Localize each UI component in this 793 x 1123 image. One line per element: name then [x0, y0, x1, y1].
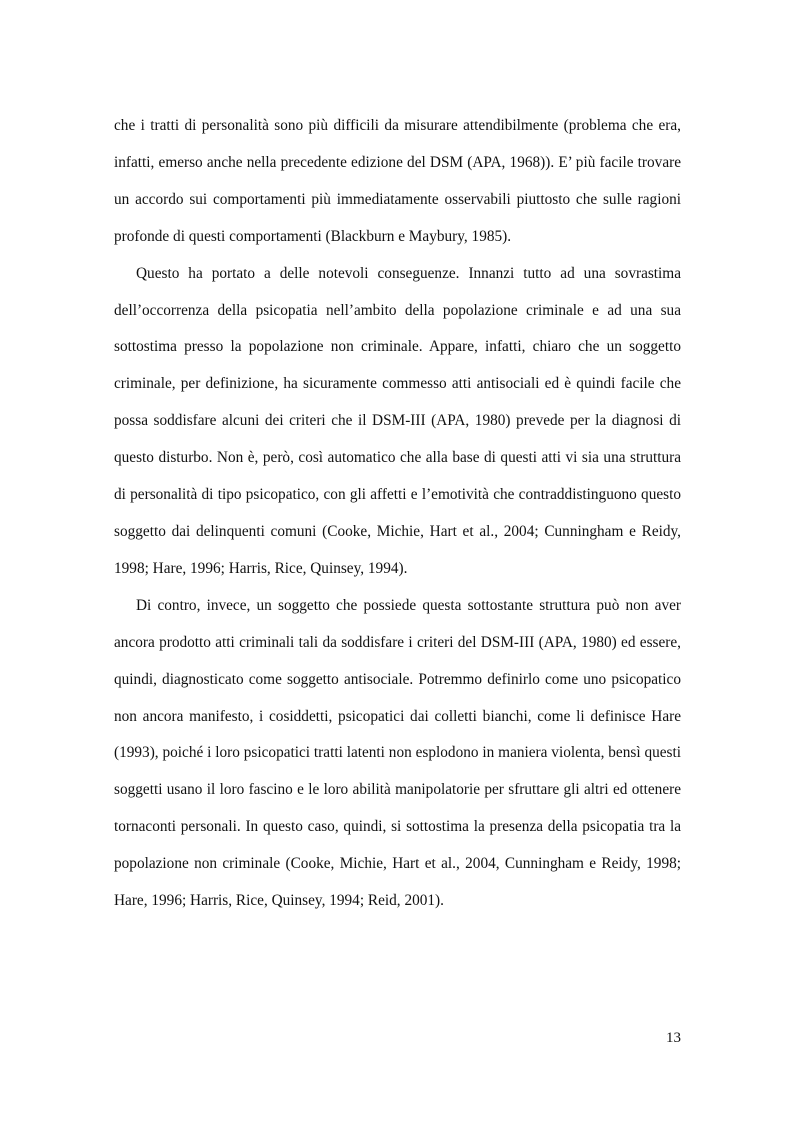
body-text: [114, 108, 681, 920]
paragraph: Di contro, invece, un soggetto che possiede questa sottostante struttura può non aver ancora prodotto atti criminali tali da soddisfare i criteri del DSM-III (APA, 1980) ed essere, quindi, diagnosticato come soggetto antisociale. Potremmo definirlo come uno psicopatico non ancora manifesto, i cosiddetti, psicopatici dai colletti bianchi, come li definisce Hare (1993), poiché i loro psicopatici tratti latenti non esplodono in maniera violenta, bensì questi soggetti usano il loro fascino e le loro abilità manipolatorie per sfruttare gli altri ed ottenere tornaconti personali. In questo caso, quindi, si sottostima la presenza della psicopatia tra la popolazione non criminale (Cooke, Michie, Hart et al., 2004, Cunningham e Reidy, 1998; Hare, 1996; Harris, Rice, Quinsey, 1994; Reid, 2001).: [114, 596, 681, 910]
paragraph: Questo ha portato a delle notevoli conseguenze. Innanzi tutto ad una sovrastima dell’occorrenza della psicopatia nell’ambito della popolazione criminale e ad una sua sottostima presso la popolazione non criminale. Appare, infatti, chiaro che un soggetto criminale, per definizione, ha sicuramente commesso atti antisociali ed è quindi facile che possa soddisfare alcuni dei criteri che il DSM-III (APA, 1980) prevede per la diagnosi di questo disturbo. Non è, però, così automatico che alla base di questi atti vi sia una struttura di personalità di tipo psicopatico, con gli affetti e l’emotività che contraddistinguono questo soggetto dai delinquenti comuni (Cooke, Michie, Hart et al., 2004; Cunningham e Reidy, 1998; Hare, 1996; Harris, Rice, Quinsey, 1994).: [114, 264, 681, 577]
page-number: 13: [666, 1030, 681, 1046]
paragraph-continuation: che i tratti di personalità sono più difficili da misurare attendibilmente (problema che era, infatti, emerso anche nella precedente edizione del DSM (APA, 1968)). E’ più facile trovare un accordo sui comportamenti più immediatamente osservabili piuttosto che sulle ragioni profonde di questi comportamenti (Blackburn e Maybury, 1985).: [114, 117, 681, 245]
